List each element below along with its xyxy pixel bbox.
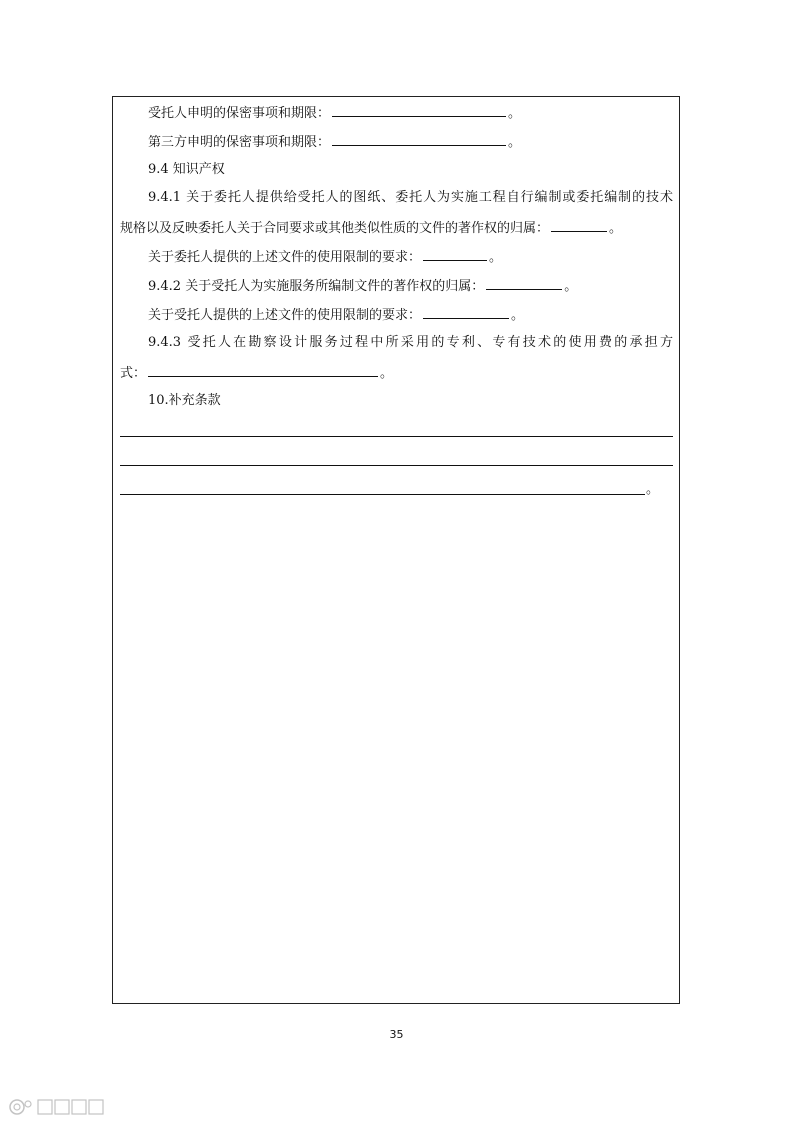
client-docs-restriction-blank[interactable]	[423, 248, 487, 261]
trustee-docs-restriction-blank[interactable]	[423, 306, 509, 319]
section-heading-ip	[148, 162, 225, 178]
period-mark: 。	[564, 279, 578, 294]
page-number: 35	[389, 1028, 404, 1041]
supplementary-blank-line-3[interactable]	[120, 494, 645, 495]
period-mark: 。	[380, 366, 394, 381]
clause-942-line	[148, 277, 577, 295]
supplementary-period	[646, 482, 659, 498]
client-docs-restriction-line	[148, 248, 502, 266]
section-heading-ip-text: 9.4 知识产权	[148, 162, 225, 177]
watermark-logo	[8, 1096, 108, 1118]
clause-941-text-2: 规格以及反映委托人关于合同要求或其他类似性质的文件的著作权的归属：	[120, 221, 550, 236]
clause-943-line1	[148, 335, 673, 351]
section-heading-supplementary-text: 10.补充条款	[148, 393, 221, 408]
supplementary-blank-line-1[interactable]	[120, 436, 673, 437]
section-heading-supplementary	[148, 393, 221, 409]
clause-943-line2	[120, 364, 393, 382]
period-mark: 。	[508, 106, 522, 121]
clause-943-text-2: 式：	[120, 366, 147, 381]
confidentiality-trustee-blank[interactable]	[332, 104, 506, 117]
clause-941-text-1: 9.4.1 关于委托人提供给受托人的图纸、委托人为实施工程自行编制或委托编制的技术	[148, 190, 673, 205]
confidentiality-third-party-line	[148, 133, 521, 151]
confidentiality-trustee-line	[148, 104, 521, 122]
period-mark: 。	[508, 135, 522, 150]
period-mark: 。	[489, 250, 503, 265]
clause-942-text: 9.4.2 关于受托人为实施服务所编制文件的著作权的归属：	[148, 279, 485, 294]
period-mark: 。	[609, 221, 623, 236]
clause-941-line1	[148, 190, 673, 206]
clause-941-line2	[120, 219, 622, 237]
trustee-docs-restriction-label: 关于受托人提供的上述文件的使用限制的要求：	[148, 308, 422, 323]
client-docs-restriction-label: 关于委托人提供的上述文件的使用限制的要求：	[148, 250, 422, 265]
confidentiality-third-party-label: 第三方申明的保密事项和期限：	[148, 135, 331, 150]
supplementary-blank-line-2[interactable]	[120, 465, 673, 466]
period-mark: 。	[646, 482, 660, 497]
clause-943-text-1: 9.4.3 受托人在勘察设计服务过程中所采用的专利、专有技术的使用费的承担方	[148, 335, 673, 350]
trustee-docs-restriction-line	[148, 306, 524, 324]
confidentiality-trustee-label: 受托人申明的保密事项和期限：	[148, 106, 331, 121]
period-mark: 。	[511, 308, 525, 323]
confidentiality-third-party-blank[interactable]	[332, 133, 506, 146]
clause-942-blank[interactable]	[486, 277, 562, 290]
clause-943-blank[interactable]	[148, 364, 378, 377]
clause-941-blank[interactable]	[551, 219, 607, 232]
